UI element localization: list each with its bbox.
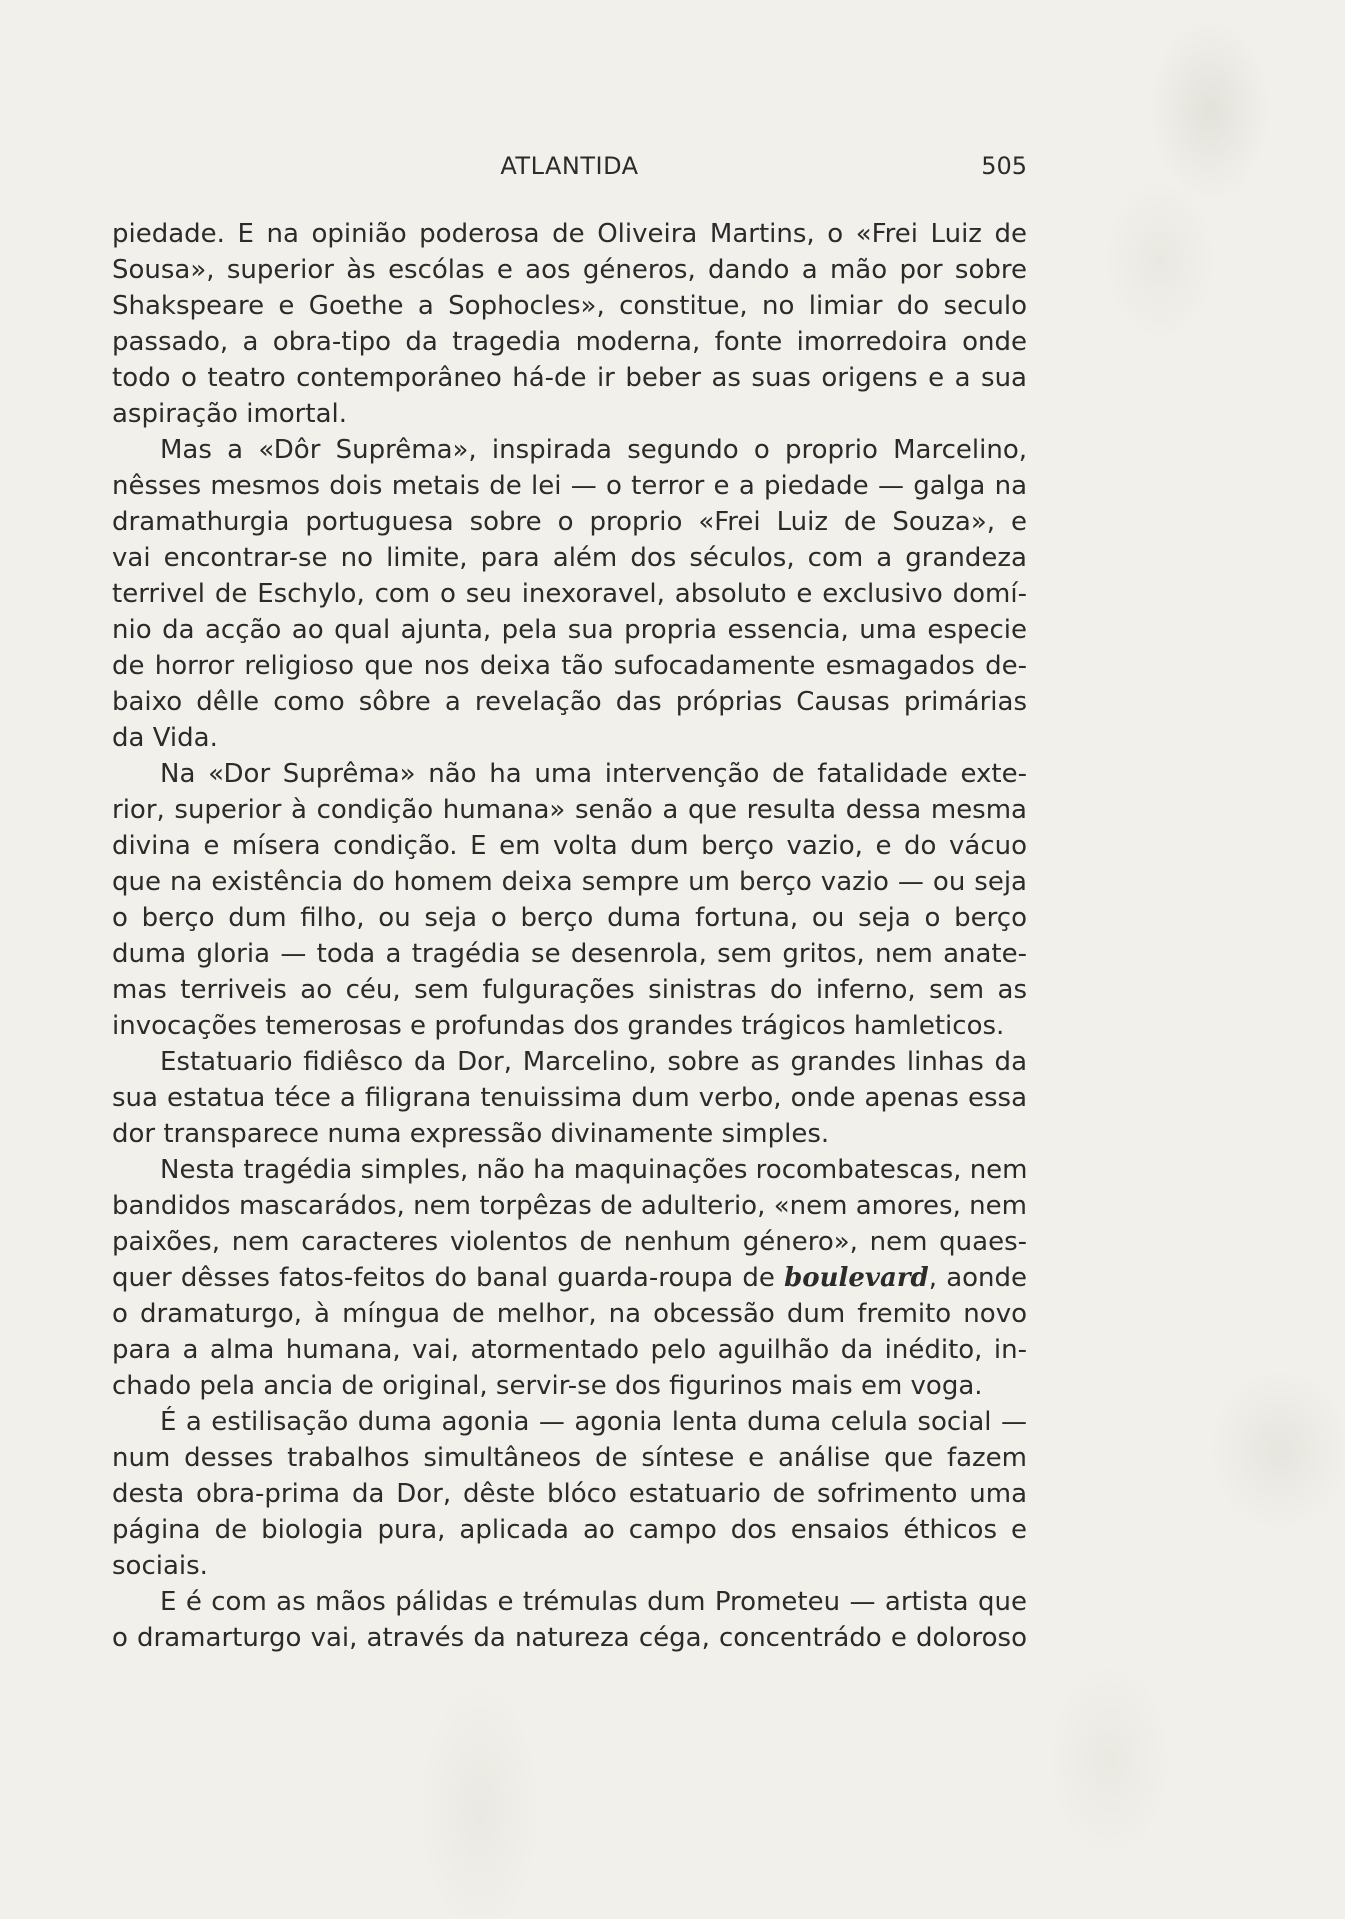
text-line: dor transparece numa expressão divinamente simples. (112, 1119, 830, 1149)
text-line: página de biologia pura, aplicada ao campo dos ensaios éthicos e (112, 1515, 1027, 1545)
body-text (112, 216, 1027, 1656)
text-line: paixões, nem caracteres violentos de nenhum género», nem quaes- (112, 1227, 1027, 1257)
text-line: da Vida. (112, 723, 218, 753)
text-line: dramathurgia portuguesa sobre o proprio «Frei Luiz de Souza», e (112, 507, 1027, 537)
text-line: sociais. (112, 1551, 208, 1581)
text-line: rior, superior à condição humana» senão a que resulta dessa mesma (112, 795, 1027, 825)
text-line: divina e mísera condição. E em volta dum berço vazio, e do vácuo (112, 831, 1027, 861)
text-line: nêsses mesmos dois metais de lei — o terror e a piedade — galga na (112, 471, 1027, 501)
line-text: quer dêsses fatos-feitos do banal guarda-roupa de (112, 1263, 775, 1293)
text-line: É a estilisação duma agonia — agonia lenta duma celula social — (160, 1407, 1027, 1437)
text-line: Nesta tragédia simples, não ha maquinações rocombatescas, nem (160, 1155, 1028, 1185)
text-line: bandidos mascarádos, nem torpêzas de adulterio, «nem amores, nem (112, 1191, 1027, 1221)
text-line: o dramarturgo vai, através da natureza céga, concentrádo e doloroso (112, 1623, 1027, 1653)
text-line: chado pela ancia de original, servir-se dos figurinos mais em voga. (112, 1371, 983, 1401)
text-line: aspiração imortal. (112, 399, 347, 429)
italic-word: boulevard (784, 1263, 929, 1293)
text-line: mas terriveis ao céu, sem fulgurações sinistras do inferno, sem as (112, 975, 1027, 1005)
text-line: Na «Dor Suprêma» não ha uma intervenção de fatalidade exte- (160, 759, 1027, 789)
text-line: passado, a obra-tipo da tragedia moderna, fonte imorredoira onde (112, 327, 1027, 357)
text-line: de horror religioso que nos deixa tão sufocadamente esmagados de- (112, 651, 1027, 681)
text-line: Estatuario fidiêsco da Dor, Marcelino, sobre as grandes linhas da (160, 1047, 1027, 1077)
text-line: E é com as mãos pálidas e trémulas dum Prometeu — artista que (160, 1587, 1027, 1617)
text-line-with-italic (112, 1260, 1027, 1296)
text-line: nio da acção ao qual ajunta, pela sua propria essencia, uma especie (112, 615, 1027, 645)
text-line: o berço dum filho, ou seja o berço duma fortuna, ou seja o berço (112, 903, 1027, 933)
page-number: 505 (981, 152, 1027, 180)
line-text-tail: , aonde (928, 1263, 1028, 1293)
text-line: desta obra-prima da Dor, dêste blóco estatuario de sofrimento uma (112, 1479, 1027, 1509)
text-line: o dramaturgo, à míngua de melhor, na obcessão dum fremito novo (112, 1299, 1027, 1329)
text-line: duma gloria — toda a tragédia se desenrola, sem gritos, nem anate- (112, 939, 1027, 969)
text-line: Sousa», superior às escólas e aos géneros, dando a mão por sobre (112, 255, 1027, 285)
text-line: vai encontrar-se no limite, para além dos séculos, com a grandeza (112, 543, 1027, 573)
text-line: que na existência do homem deixa sempre um berço vazio — ou seja (112, 867, 1027, 897)
text-line: sua estatua téce a filigrana tenuissima dum verbo, onde apenas essa (112, 1083, 1027, 1113)
text-line: baixo dêlle como sôbre a revelação das próprias Causas primárias (112, 687, 1027, 717)
text-line: todo o teatro contemporâneo há-de ir beber as suas origens e a sua (112, 363, 1027, 393)
text-line: piedade. E na opinião poderosa de Oliveira Martins, o «Frei Luiz de (112, 219, 1027, 249)
text-line: Shakspeare e Goethe a Sophocles», constitue, no limiar do seculo (112, 291, 1027, 321)
text-line: Mas a «Dôr Suprêma», inspirada segundo o proprio Marcelino, (160, 435, 1027, 465)
running-header (112, 152, 1027, 188)
text-line: num desses trabalhos simultâneos de síntese e análise que fazem (112, 1443, 1027, 1473)
text-line: invocações temerosas e profundas dos grandes trágicos hamleticos. (112, 1011, 1005, 1041)
text-line: para a alma humana, vai, atormentado pelo aguilhão da inédito, in- (112, 1335, 1027, 1365)
text-line: terrivel de Eschylo, com o seu inexoravel, absoluto e exclusivo domí- (112, 579, 1027, 609)
running-title: ATLANTIDA (500, 152, 639, 180)
